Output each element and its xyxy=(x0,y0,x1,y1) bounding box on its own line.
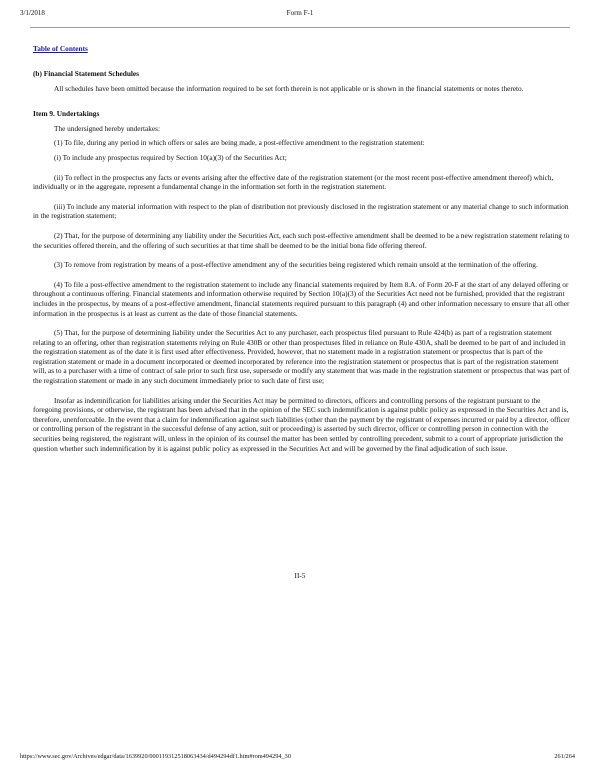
paragraph-2: (2) That, for the purpose of determining any liability under the Securities Act, each such post-effective amendment shall be deemed to be a new registration statement relating to the securities offered therein, and the offering of such securities at that time shall be deemed to be the initial bona fide offering thereof. xyxy=(33,230,570,250)
footer-url: https://www.sec.gov/Archives/edgar/data/1639920/000119312518063434/d494294df1.htm#rom494294_30 xyxy=(20,753,291,760)
paragraph-1: (1) To file, during any period in which offers or sales are being made, a post-effective amendment to the registration statement: xyxy=(54,138,425,148)
paragraph-4: (4) To file a post-effective amendment to the registration statement to include any financial statements required by Item 8.A. of Form 20-F at the start of any delayed offering or throughout a continuous offering. Financial statements and information otherwise required by Section 10(a)(3) of the Securities Act need not be furnished, provided that the registrant includes in the prospectus, by means of a post-effective amendment, financial statements required pursuant to this paragraph (4) and other information necessary to ensure that all other information in the prospectus is at least as current as the date of those financial statements. xyxy=(33,279,570,318)
header-divider xyxy=(30,27,570,28)
footer-page-count: 261/264 xyxy=(554,753,575,760)
paragraph-i: (i) To include any prospectus required by Section 10(a)(3) of the Securities Act; xyxy=(54,152,287,162)
paragraph-intro: The undersigned hereby undertakes: xyxy=(54,123,160,133)
paragraph-5: (5) That, for the purpose of determining liability under the Securities Act to any purchaser, each prospectus filed pursuant to Rule 424(b) as part of a registration statement relating to an offering, other than registration statements relying on Rule 430B or other than prospectuses filed in reliance on Rule 430A, shall be deemed to be part of and included in the registration statement as of the date it is first used after effectiveness. Provided, however, that no statement made in a registration statement or prospectus that is part of the registration statement or made in a document incorporated or deemed incorporated by reference into the registration statement or prospectus that is part of the registration statement will, as to a purchaser with a time of contract of sale prior to such first use, supersede or modify any statement that was made in the registration statement or prospectus that was part of the registration statement or made in any such document immediately prior to such date of first use; xyxy=(33,328,570,386)
paragraph-ii: (ii) To reflect in the prospectus any facts or events arising after the effective date of the registration statement (or the most recent post-effective amendment thereof) which, individually or in the aggregate, represent a fundamental change in the information set forth in the registration statement. xyxy=(33,172,554,192)
section-heading-undertakings: Item 9. Undertakings xyxy=(33,109,100,119)
paragraph-3: (3) To remove from registration by means of a post-effective amendment any of the securities being registered which remain unsold at the termination of the offering. xyxy=(54,260,538,270)
section-heading-financial-schedules: (b) Financial Statement Schedules xyxy=(33,69,140,78)
document-body xyxy=(33,69,570,453)
print-date: 3/1/2018 xyxy=(20,9,45,17)
paragraph-schedules: All schedules have been omitted because the information required to be set forth therein is not applicable or is shown in the financial statements or notes thereto. xyxy=(54,83,524,93)
paragraph-iii: (iii) To include any material information with respect to the plan of distribution not previously disclosed in the registration statement or any material change to such information in the registration statement; xyxy=(33,201,569,221)
table-of-contents-link[interactable]: Table of Contents xyxy=(33,44,88,53)
document-title: Form F-1 xyxy=(286,9,314,17)
page-number: II-5 xyxy=(294,571,306,580)
paragraph-indemnification: Insofar as indemnification for liabilities arising under the Securities Act may be permitted to directors, officers and controlling persons of the registrant pursuant to the foregoing provisions, or otherwise, the registrant has been advised that in the opinion of the SEC such indemnification is against public policy as expressed in the Securities Act and is, therefore, unenforceable. In the event that a claim for indemnification against such liabilities (other than the payment by the registrant of expenses incurred or paid by a director, officer or controlling person of the registrant in the successful defense of any action, suit or proceeding) is asserted by such director, officer or controlling person in connection with the securities being registered, the registrant will, unless in the opinion of its counsel the matter has been settled by controlling precedent, submit to a court of appropriate jurisdiction the question whether such indemnification by it is against public policy as expressed in the Securities Act and will be governed by the final adjudication of such issue. xyxy=(33,395,570,453)
